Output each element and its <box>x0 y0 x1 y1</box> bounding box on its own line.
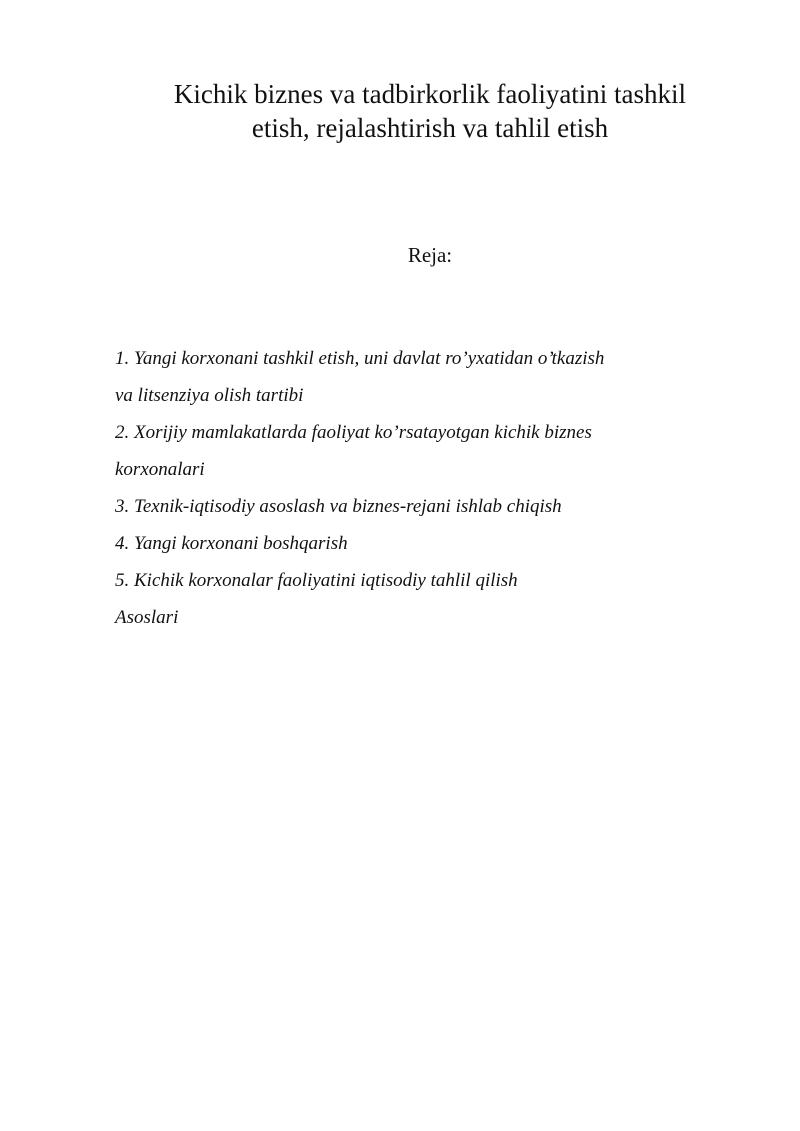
plan-item-line: 3. Texnik-iqtisodiy asoslash va biznes-rejani ishlab chiqish <box>115 496 562 517</box>
plan-item <box>115 340 735 414</box>
plan-item <box>115 562 735 636</box>
plan-item-line: 1. Yangi korxonani tashkil etish, uni davlat ro’yxatidan o’tkazish <box>115 348 605 369</box>
document-title <box>130 77 730 145</box>
plan-item-line: va litsenziya olish tartibi <box>115 385 304 406</box>
plan-item <box>115 525 735 562</box>
plan-item-line: 4. Yangi korxonani boshqarish <box>115 533 348 554</box>
plan-item-line: 5. Kichik korxonalar faoliyatini iqtisodiy tahlil qilish <box>115 570 518 591</box>
plan-item-line: Asoslari <box>115 607 179 628</box>
plan-item <box>115 414 735 488</box>
plan-heading: Reja: <box>407 243 453 267</box>
plan-item <box>115 488 735 525</box>
title-line: etish, rejalashtirish va tahlil etish <box>251 113 609 143</box>
title-line: Kichik biznes va tadbirkorlik faoliyatini tashkil <box>173 79 687 109</box>
plan-list <box>115 340 735 636</box>
plan-item-line: korxonalari <box>115 459 205 480</box>
plan-item-line: 2. Xorijiy mamlakatlarda faoliyat ko’rsatayotgan kichik biznes <box>115 422 592 443</box>
